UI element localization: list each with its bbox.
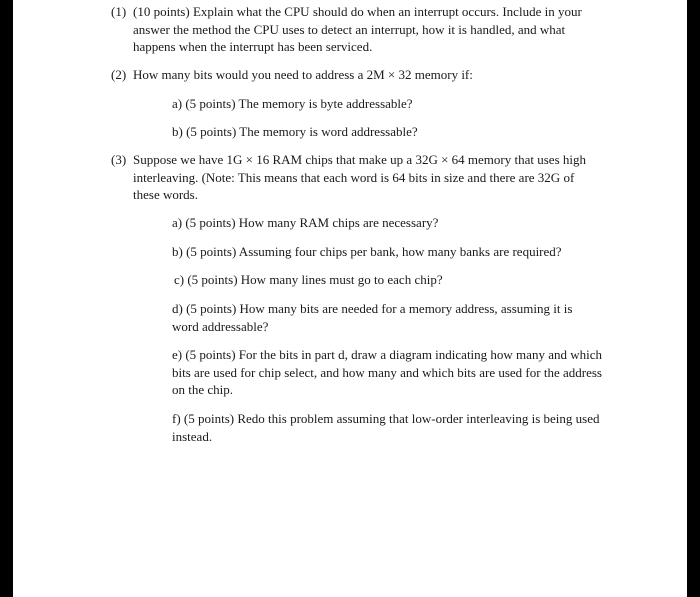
question-3-text: Suppose we have 1G × 16 RAM chips that make up a 32G × 64 memory that uses high interleaving. (Note: This means that each word is 64 bits in size and there are 32G of these words.	[133, 152, 586, 202]
question-1-number: (1)	[111, 4, 127, 19]
question-3-number: (3)	[111, 152, 127, 167]
question-3-part-f: f) (5 points) Redo this problem assuming that low-order interleaving is being used instead.	[172, 411, 600, 444]
question-3-part-a: a) (5 points) How many RAM chips are necessary?	[172, 215, 439, 230]
question-1	[111, 3, 591, 56]
question-1-text: (10 points) Explain what the CPU should do when an interrupt occurs. Include in your answer the method the CPU uses to detect an interrupt, how it is handled, and what happens when the interrupt has been serviced.	[133, 4, 582, 54]
question-2-part-a: a) (5 points) The memory is byte addressable?	[172, 96, 413, 111]
question-2	[111, 66, 591, 84]
question-2-part-b: b) (5 points) The memory is word addressable?	[172, 124, 418, 139]
question-2-text: How many bits would you need to address a 2M × 32 memory if:	[133, 67, 473, 82]
question-3-part-b: b) (5 points) Assuming four chips per bank, how many banks are required?	[172, 244, 562, 259]
question-3-part-c: c) (5 points) How many lines must go to each chip?	[174, 272, 443, 287]
question-3-part-d: d) (5 points) How many bits are needed for a memory address, assuming it is word addressable?	[172, 301, 573, 334]
question-3-part-e: e) (5 points) For the bits in part d, draw a diagram indicating how many and which bits are used for chip select, and how many and which bits are used for the address on the chip.	[172, 347, 602, 397]
question-3	[111, 151, 601, 204]
document-page	[13, 0, 687, 597]
question-2-number: (2)	[111, 67, 127, 82]
